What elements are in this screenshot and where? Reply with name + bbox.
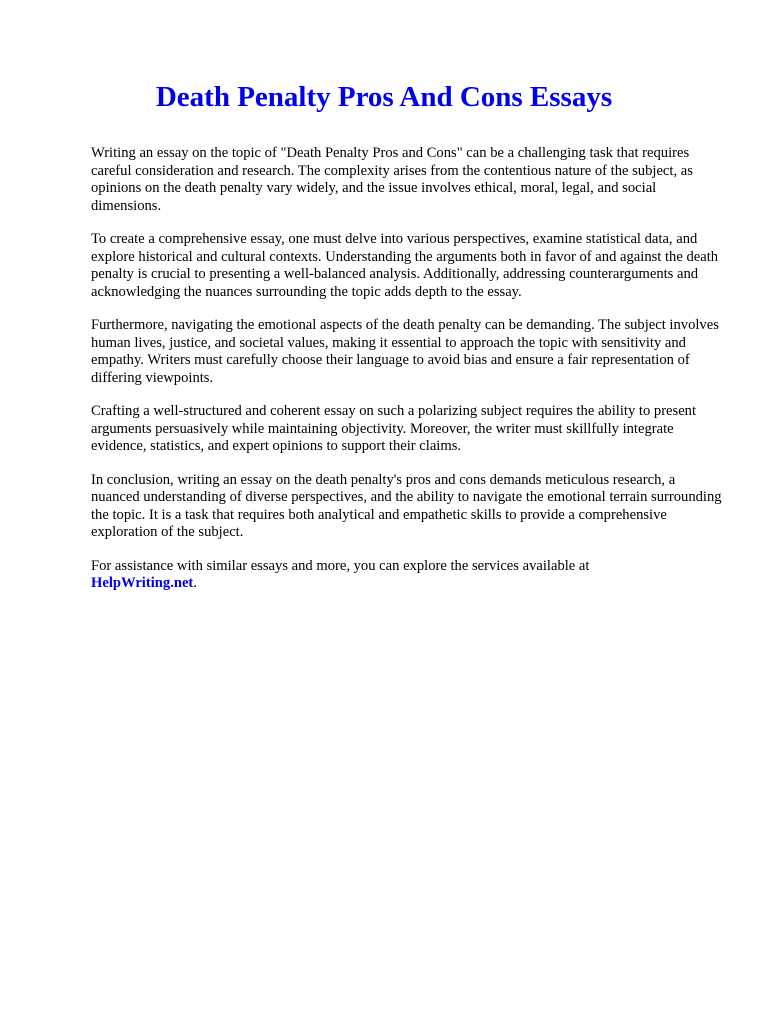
closing-suffix: .: [193, 575, 197, 591]
paragraph-3: Furthermore, navigating the emotional aspects of the death penalty can be demanding. The subject involves human lives, justice, and societal values, making it essential to approach the topic with sensitivity and empathy. Writers must carefully choose their language to avoid bias and ensure a fair representation of differing viewpoints.: [91, 317, 719, 386]
helpwriting-link[interactable]: HelpWriting.net: [91, 575, 194, 591]
closing-paragraph: [91, 558, 727, 593]
paragraph-5: In conclusion, writing an essay on the death penalty's pros and cons demands meticulous research, a nuanced understanding of diverse perspectives, and the ability to navigate the emotional terrain surrounding the topic. It is a task that requires both analytical and empathetic skills to provide a comprehensive exploration of the subject.: [91, 471, 722, 540]
closing-text: For assistance with similar essays and more, you can explore the services available at: [91, 557, 590, 574]
paragraph-4: Crafting a well-structured and coherent essay on such a polarizing subject requires the ability to present arguments persuasively while maintaining objectivity. Moreover, the writer must skillfully integrate evidence, statistics, and expert opinions to support their claims.: [91, 403, 697, 454]
paragraph-1: Writing an essay on the topic of "Death Penalty Pros and Cons" can be a challenging task that requires careful consideration and research. The complexity arises from the contentious nature of the subject, as opinions on the death penalty vary widely, and the issue involves ethical, moral, legal, and social dimensions.: [91, 145, 693, 214]
page-title: Death Penalty Pros And Cons Essays: [155, 81, 613, 113]
essay-body: [91, 145, 727, 609]
paragraph-2: To create a comprehensive essay, one must delve into various perspectives, examine statistical data, and explore historical and cultural contexts. Understanding the arguments both in favor of and against the death penalty is crucial to presenting a well-balanced analysis. Additionally, addressing counterarguments and acknowledging the nuances surrounding the topic adds depth to the essay.: [91, 231, 719, 300]
